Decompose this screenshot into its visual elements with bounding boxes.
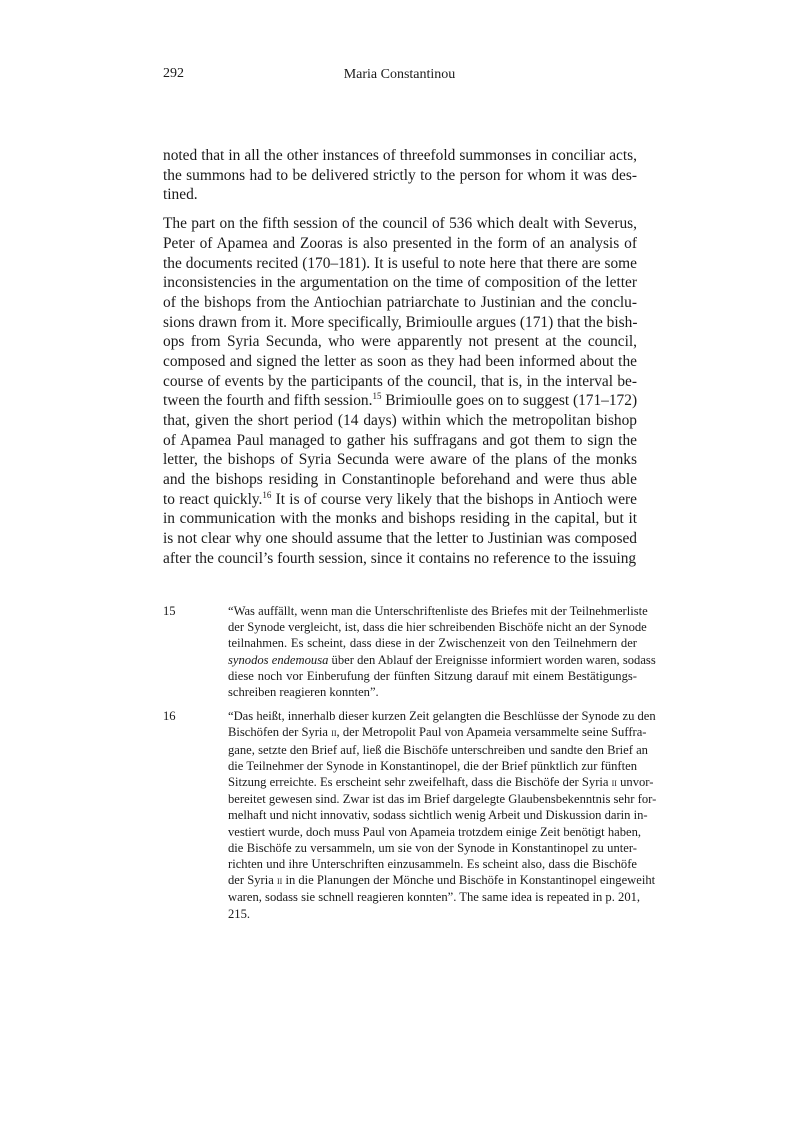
text-line: is not clear why one should assume that the letter to Justinian was composed [163, 529, 637, 547]
text-line: and the bishops residing in Constantinople beforehand and were thus able [163, 471, 637, 488]
italic-text: synodos endemousa [228, 652, 329, 667]
text-line: the documents recited (170–181). It is useful to note here that there are some [163, 254, 637, 272]
main-text [163, 146, 637, 578]
text-line: die Bischöfe zu versammeln, um sie von der Synode in Konstantinopel zu unter- [228, 840, 637, 855]
text-line: die Teilnehmer der Synode in Konstantinopel, die der Brief pünktlich zur fünften [228, 758, 637, 773]
paragraph [163, 214, 637, 568]
text-line: Peter of Apamea and Zooras is also presented in the form of an analysis of [163, 235, 637, 253]
text-line: vestiert wurde, doch muss Paul von Apameia trotzdem einige Zeit benötigt haben, [228, 824, 642, 839]
text-line: inconsistencies in the argumentation on the time of composition of the letter [163, 274, 637, 292]
footnote [163, 708, 657, 922]
text-line: to react quickly.$^{16}$ It is of course very likely that the bishops in Antioch were [163, 489, 637, 508]
text-line: that, given the short period (14 days) within which the metropolitan bishop [163, 412, 637, 430]
text-line: composed and signed the letter as soon as they had been informed about the [163, 353, 637, 371]
text-line: “Das heißt, innerhalb dieser kurzen Zeit gelangten die Beschlüsse der Synode zu den [228, 709, 656, 724]
small-caps-text: ii [331, 727, 337, 740]
paragraph [163, 146, 637, 205]
running-head: Maria Constantinou [343, 67, 456, 82]
text-line: The part on the fifth session of the council of 536 which dealt with Severus, [163, 215, 637, 233]
text-line: schreiben reagieren konnten”. [228, 685, 379, 700]
text-line: melhaft und nicht innovativ, sodass sichtlich wenig Arbeit und Diskussion darin in- [228, 808, 648, 823]
text-line: Bischöfen der Syria ii, der Metropolit Paul von Apameia versammelte seine Suffra- [228, 725, 647, 740]
text-line: waren, sodass sie schnell reagieren konnten”. The same idea is repeated in p. 201, [228, 890, 641, 905]
text-line: diese noch vor Einberufung der fünften Sitzung darauf mit einem Bestätigungs- [228, 668, 637, 683]
footnote [163, 603, 656, 700]
text-line: of the bishops from the Antiochian patriarchate to Justinian and the conclu- [163, 294, 637, 312]
text-line: after the council’s fourth session, since it contains no reference to the issuing [163, 549, 637, 567]
text-line: bereitet gewesen sind. Zwar ist das im Brief dargelegte Glaubensbekenntnis sehr for- [228, 792, 657, 807]
text-line: “Was auffällt, wenn man die Unterschriftenliste des Briefes mit der Teilnehmerliste [228, 604, 648, 618]
small-caps-text: ii [611, 777, 617, 790]
text-line: der Syria ii in die Planungen der Mönche und Bischöfe in Konstantinopel eingeweiht [228, 873, 656, 888]
text-line: sions drawn from it. More specifically, Brimioulle argues (171) that the bish- [163, 313, 638, 331]
text-line: letter, the bishops of Syria Secunda were aware of the plans of the monks [163, 451, 637, 469]
footnote-marker: 16 [262, 489, 272, 500]
text-line: der Synode vergleicht, ist, dass die hier schreibenden Bischöfe nicht an der Synode [228, 620, 647, 635]
footnote-marker: 15 [372, 391, 382, 402]
text-line: synodos endemousa über den Ablauf der Ereignisse informiert worden waren, sodass [228, 652, 656, 667]
text-line: of Apamea Paul managed to gather his suffragans and got them to sign the [163, 431, 637, 449]
text-line: Sitzung erreichte. Es erscheint sehr zweifelhaft, dass die Bischöfe der Syria ii unvor- [228, 775, 654, 790]
footnote-number: 16 [163, 709, 176, 724]
page-number: 292 [163, 66, 184, 81]
text-line: gane, setzte den Brief auf, ließ die Bischöfe unterschreiben und sandte den Brief an [228, 742, 648, 757]
footnotes [163, 603, 657, 930]
text-line: tween the fourth and fifth session.$^{15}$ Brimioulle goes on to suggest (171–172) [163, 391, 638, 410]
text-line: 215. [228, 906, 251, 921]
text-line: tined. [163, 186, 198, 204]
footnote-number: 15 [163, 604, 176, 618]
text-line: in communication with the monks and bishops residing in the capital, but it [163, 510, 637, 528]
text-line: ops from Syria Secunda, who were apparently not present at the council, [163, 333, 637, 351]
text-line: the summons had to be delivered strictly to the person for whom it was des- [163, 166, 637, 184]
small-caps-text: ii [276, 875, 283, 888]
text-line: noted that in all the other instances of threefold summonses in conciliar acts, [163, 147, 637, 164]
text-line: teilnahmen. Es scheint, dass diese in der Zwischenzeit von den Teilnehmern der [228, 636, 637, 651]
text-line: richten und ihre Unterschriften einzusammeln. Es scheint also, dass die Bischöfe [228, 857, 637, 872]
text-line: course of events by the participants of the council, that is, in the interval be- [163, 372, 637, 390]
